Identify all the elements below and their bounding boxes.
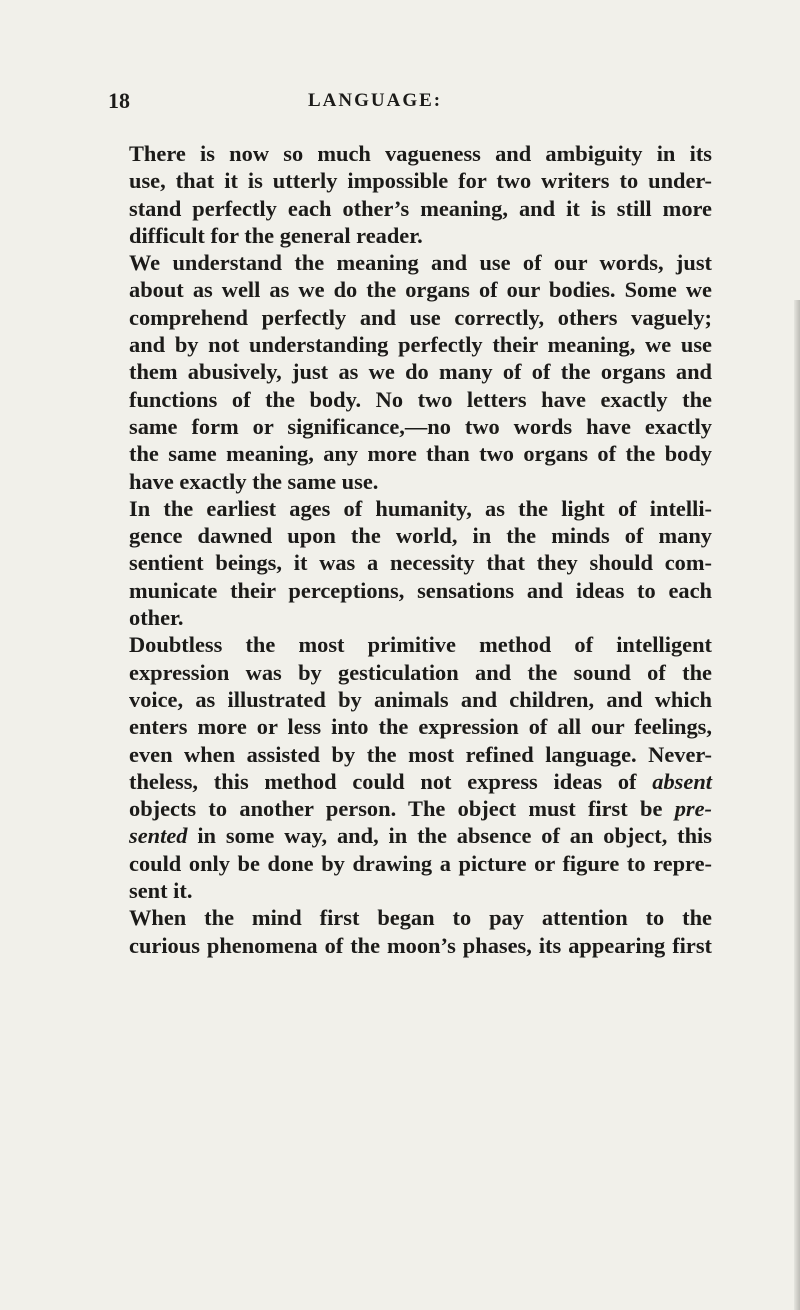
text-line: Doubtless the most primitive method of intelligent (129, 632, 712, 658)
italic-word: pre- (674, 796, 712, 822)
text-line: expression was by gesticulation and the sound of the (129, 659, 712, 685)
text-line: stand perfectly each other’s meaning, and it is still more (129, 195, 712, 221)
text-line: comprehend perfectly and use correctly, others vaguely; (129, 304, 712, 330)
paragraph-5 (104, 904, 712, 959)
paragraph-2 (104, 249, 712, 495)
paragraph-1 (104, 140, 712, 249)
body-text (104, 140, 712, 959)
text-line: There is now so much vagueness and ambiguity in its (129, 141, 712, 166)
text-line: sentient beings, it was a necessity that they should com- (129, 550, 712, 576)
text-line: other. (129, 605, 184, 631)
page-number: 18 (108, 88, 130, 113)
text-line: sent it. (129, 878, 193, 904)
text-line: We understand the meaning and use of our words, just (129, 250, 712, 276)
text-line: When the mind first began to pay attention to the (129, 905, 712, 931)
text-line: use, that it is utterly impossible for two writers to under- (129, 168, 712, 194)
text-run: in some way, and, in the absence of an object, this (187, 823, 712, 849)
italic-word: sented (129, 823, 188, 849)
text-line: the same meaning, any more than two organs of the body (129, 441, 712, 467)
text-line (104, 768, 712, 795)
page-edge-shadow (794, 300, 800, 1310)
text-line: about as well as we do the organs of our bodies. Some we (129, 277, 712, 303)
text-run: objects to another person. The object must first be (129, 796, 675, 822)
text-line: In the earliest ages of humanity, as the light of intelli- (129, 495, 712, 521)
running-head (108, 88, 708, 118)
text-line: could only be done by drawing a picture or figure to repre- (129, 850, 712, 876)
text-line: municate their perceptions, sensations and ideas to each (129, 577, 712, 603)
text-run: theless, this method could not express ideas of (129, 768, 653, 794)
text-line: voice, as illustrated by animals and children, and which (129, 686, 712, 712)
text-line: and by not understanding perfectly their meaning, we use (129, 332, 712, 358)
running-title: LANGUAGE: (308, 90, 443, 111)
text-line: them abusively, just as we do many of of the organs and (129, 359, 712, 385)
text-line: difficult for the general reader. (129, 222, 423, 248)
text-line (104, 795, 712, 822)
text-line: gence dawned upon the world, in the minds of many (129, 523, 712, 549)
paragraph-3 (104, 495, 712, 631)
text-line: enters more or less into the expression of all our feelings, (129, 714, 712, 740)
text-line: same form or significance,—no two words have exactly (129, 413, 712, 439)
text-line: functions of the body. No two letters have exactly the (129, 386, 712, 412)
text-line: even when assisted by the most refined language. Never- (129, 741, 712, 767)
text-line (104, 822, 712, 849)
text-line: have exactly the same use. (129, 468, 379, 494)
italic-word: absent (652, 768, 712, 794)
paragraph-4 (104, 631, 712, 904)
text-line: curious phenomena of the moon’s phases, its appearing first (129, 932, 712, 958)
